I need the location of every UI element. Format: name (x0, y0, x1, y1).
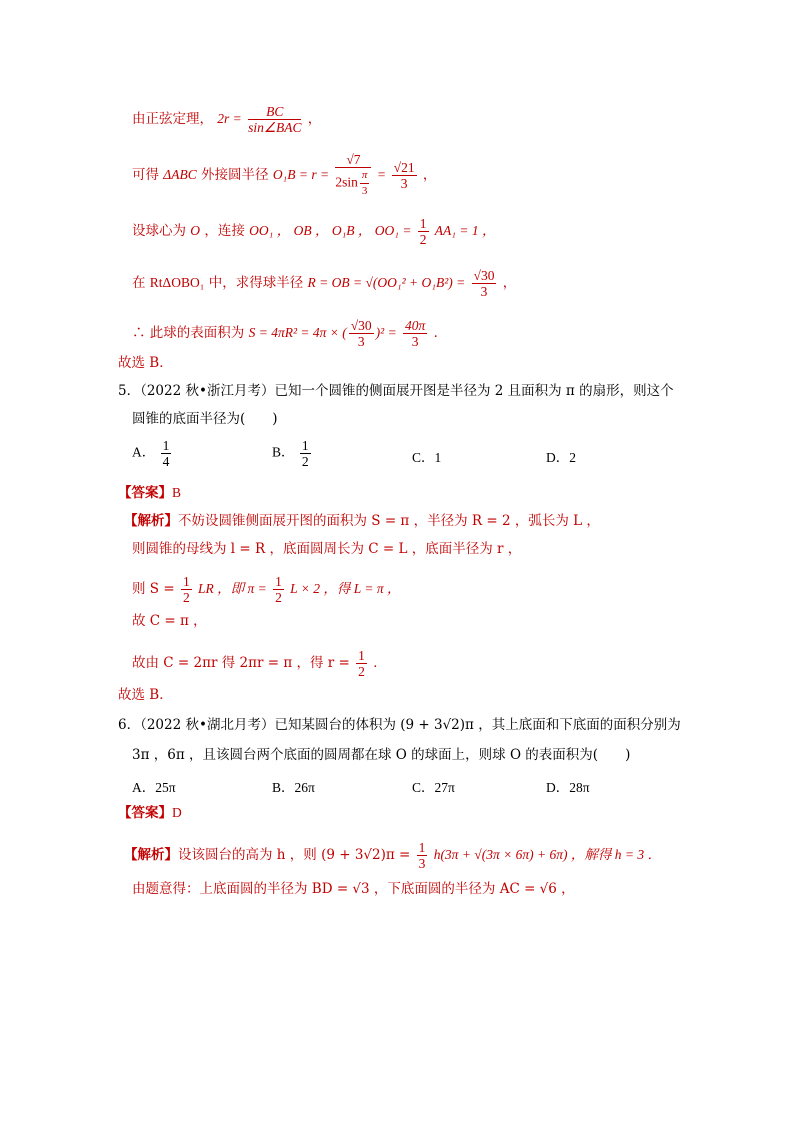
q5-option-c: C．1 (412, 450, 442, 465)
numerator: √30 (473, 268, 495, 283)
formula: S = 4πR² = 4π × ( (248, 325, 347, 340)
q5-choose: 故选 B． (118, 687, 173, 703)
q6-option-a: A．25π (132, 780, 176, 795)
q6-answer (118, 804, 182, 822)
answer-tag: 【答案】 (118, 805, 172, 821)
q5-analysis-line5: 故由 C = 2πr 得 2πr = π ，得 r = $\frac{1}{2}$ ． (132, 648, 387, 679)
q6-option-b: B．26π (272, 780, 315, 795)
denominator: 2sin $\frac{\pi}{3}$ (335, 169, 368, 197)
therefore-symbol: ∴ (132, 325, 146, 341)
choose-line: 故选 B． (118, 355, 173, 371)
fraction: $\frac{1}{2}$ (182, 574, 190, 605)
formula: OO₁ ， OB ， O₁B ， OO₁ = (249, 223, 412, 238)
sphere-center-line (132, 216, 495, 247)
formula: )² = (375, 325, 397, 340)
q5-option-a: A． $\frac{1}{4}$ (132, 438, 170, 469)
q6-stem-line1: 6．（2022 秋•湖北月考）已知某圆台的体积为 (9 + 3√2)π ，其上底面和下底面的面积分别为 (118, 717, 681, 733)
q6-option-c: C．27π (412, 780, 455, 795)
denominator: 3 (480, 284, 488, 299)
q5-answer (118, 484, 181, 502)
fraction (335, 152, 371, 199)
numerator: √7 (335, 152, 371, 168)
numerator: 40π (405, 318, 426, 333)
sphere-radius-line (132, 268, 516, 299)
denominator: 3 (411, 334, 419, 349)
text: 设球心为 (132, 223, 186, 239)
text: 由正弦定理， (132, 111, 213, 127)
q5-stem-line1: 5．（2022 秋•浙江月考）已知一个圆锥的侧面展开图是半径为 2 且面积为 π 的扇形，则这个 (118, 383, 674, 399)
point-o: O (190, 223, 201, 238)
formula: O₁B = r = (272, 167, 330, 182)
text: ，连接 (204, 223, 245, 239)
numerator: √21 (393, 160, 415, 175)
q5-stem-line2: 圆锥的底面半径为( ) (132, 411, 278, 427)
q6-analysis-line1: 【解析】设该圆台的高为 h ，则 (9 + 3√2)π = $\frac{1}{3}$ h(3π + √(3π × 6π) + 6π) ，解得 h = 3 ． (124, 840, 661, 871)
formula: 2r = (217, 111, 242, 126)
q5-analysis-line4: 故 C = π ， (132, 613, 207, 629)
numerator: BC (248, 104, 301, 120)
text: 外接圆半径 (201, 167, 269, 183)
fraction (472, 268, 497, 299)
fraction (392, 160, 417, 191)
fraction: $\frac{1}{2}$ (275, 574, 282, 605)
text: 此球的表面积为 (149, 325, 245, 341)
q5-option-b: B． $\frac{1}{2}$ (272, 438, 309, 469)
sine-law-line (132, 104, 321, 135)
answer-value: D (172, 805, 182, 820)
circumradius-line (132, 152, 436, 199)
q5-analysis-line2: 则圆锥的母线为 l = R ，底面圆周长为 C = L ，底面半径为 r ， (132, 541, 522, 557)
fraction (403, 318, 427, 349)
triangle-symbol: RtΔOBO₁ (149, 275, 205, 290)
denominator: sin∠BAC (248, 120, 302, 135)
fraction: $\frac{1}{2}$ (358, 648, 365, 679)
triangle-symbol: ΔABC (163, 167, 197, 182)
fraction (248, 104, 301, 135)
q5-option-d: D．2 (546, 450, 576, 465)
denominator: 3 (400, 176, 408, 191)
formula: R = OB = √(OO₁² + O₁B²) = (307, 275, 466, 290)
q5-analysis-line3: 则 S = $\frac{1}{2}$ LR ，即 π = $\frac{1}{2}$ L × 2 ，得 L = π ， (132, 574, 401, 605)
numerator: √30 (350, 318, 372, 333)
punct: ， (422, 167, 437, 183)
fraction: $\frac{1}{3}$ (418, 840, 426, 871)
q6-analysis-line2: 由题意得：上底面圆的半径为 BD = √3 ，下底面圆的半径为 AC = √6 ， (132, 881, 575, 897)
text: 在 (132, 275, 146, 291)
punct: ． (433, 325, 448, 341)
fraction: $\frac{1}{4}$ (162, 438, 170, 469)
equals: = (377, 167, 386, 182)
formula: AA₁ = 1 ， (434, 223, 496, 238)
fraction (349, 318, 374, 349)
answer-value: B (172, 485, 182, 500)
q5-analysis-line1 (124, 512, 600, 530)
q6-stem-line2: 3π ，6π ，且该圆台两个底面的圆周都在球 O 的球面上，则球 O 的表面积为( ) (132, 747, 631, 763)
fraction: $\frac{1}{2}$ (301, 438, 309, 469)
punct: ， (502, 275, 517, 291)
text: 可得 (132, 167, 159, 183)
text: 不妨设圆锥侧面展开图的面积为 S = π ，半径为 R = 2 ，弧长为 L ， (178, 513, 600, 529)
answer-tag: 【答案】 (118, 485, 172, 501)
fraction (418, 216, 429, 247)
text: 中，求得球半径 (208, 275, 304, 291)
analysis-tag: 【解析】 (124, 847, 178, 863)
surface-area-line (132, 318, 447, 349)
punct: ， (307, 111, 322, 127)
q6-option-d: D．28π (546, 780, 590, 795)
analysis-tag: 【解析】 (124, 513, 178, 529)
numerator: 1 (419, 216, 427, 231)
denominator: 3 (357, 334, 365, 349)
denominator: 2 (419, 232, 427, 247)
